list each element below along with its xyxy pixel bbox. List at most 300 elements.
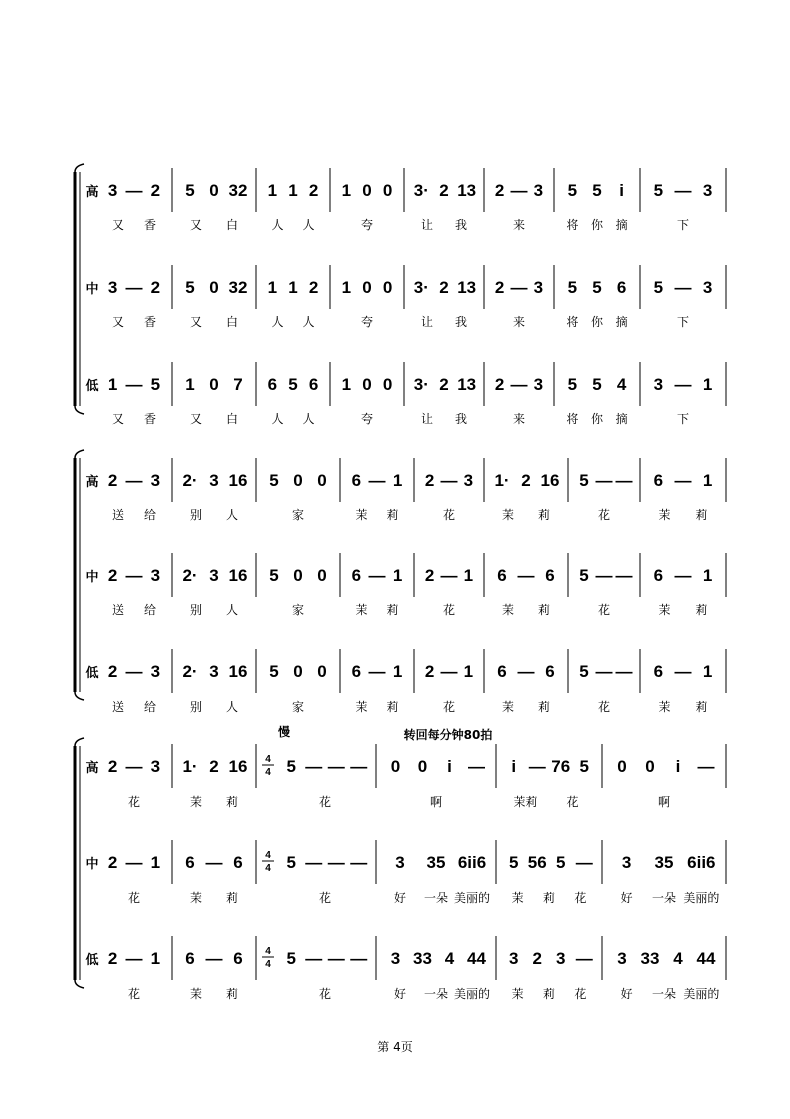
note: 5 bbox=[150, 375, 161, 394]
lyric: 家 bbox=[291, 700, 305, 714]
lyric: 莉 bbox=[386, 700, 399, 714]
note: 3 bbox=[533, 278, 544, 297]
lyric: 你 bbox=[590, 218, 604, 232]
lyric: 下 bbox=[676, 315, 690, 329]
lyric: 茉 bbox=[355, 700, 368, 714]
note: 2 bbox=[107, 757, 118, 776]
note: 3 bbox=[556, 949, 566, 968]
lyric: 茉 bbox=[511, 987, 524, 1001]
lyric: 茉 bbox=[189, 795, 203, 809]
note: 1 bbox=[107, 375, 118, 394]
lyric: 我 bbox=[454, 315, 468, 329]
lyric: 将 bbox=[566, 315, 579, 329]
lyric: 香 bbox=[143, 315, 157, 329]
note: 2 bbox=[150, 278, 161, 297]
note: 5 bbox=[567, 278, 578, 297]
note: — bbox=[350, 949, 368, 968]
note: 5 bbox=[185, 278, 195, 297]
note: — bbox=[350, 757, 368, 776]
note: 2 bbox=[308, 278, 319, 297]
note: 1 bbox=[392, 662, 403, 681]
note: — bbox=[468, 757, 485, 776]
lyric: 茉 bbox=[658, 508, 671, 522]
note: 3 bbox=[150, 566, 161, 585]
note: 7 bbox=[233, 375, 243, 394]
note: 5 bbox=[579, 662, 589, 681]
lyric: 莉 bbox=[542, 987, 556, 1001]
lyric: 一朵 bbox=[651, 987, 677, 1001]
note: 1 bbox=[288, 181, 298, 200]
note: 0 bbox=[209, 181, 219, 200]
bracket-hook-bottom bbox=[75, 406, 84, 414]
lyric: 一朵 bbox=[423, 891, 449, 905]
note: — bbox=[674, 662, 692, 681]
part-label: 中 bbox=[85, 570, 99, 585]
lyric: 摘 bbox=[615, 315, 628, 329]
lyric: 花 bbox=[574, 987, 587, 1001]
time-signature-top: 4 bbox=[265, 754, 271, 765]
lyric: 又 bbox=[111, 315, 125, 329]
note: 5 bbox=[185, 181, 195, 200]
note: 1 bbox=[702, 566, 713, 585]
lyric: 让 bbox=[420, 315, 434, 329]
note: 5 bbox=[286, 949, 296, 968]
note: i bbox=[619, 181, 625, 200]
lyric: 来 bbox=[512, 315, 526, 329]
note: — bbox=[125, 566, 143, 585]
lyric: 将 bbox=[566, 412, 579, 426]
lyric: 花 bbox=[597, 508, 611, 522]
note: 16 bbox=[228, 566, 248, 585]
note: 1 bbox=[150, 853, 161, 872]
note: — bbox=[440, 662, 458, 681]
note: — bbox=[528, 757, 546, 776]
lyric: 夸 bbox=[360, 218, 374, 232]
part-label: 中 bbox=[85, 857, 99, 872]
note: — bbox=[368, 662, 386, 681]
note: 3 bbox=[209, 662, 219, 681]
note: 6 bbox=[233, 949, 243, 968]
note: 6 bbox=[233, 853, 243, 872]
note: 44 bbox=[696, 949, 716, 968]
note: 3 bbox=[617, 949, 627, 968]
note: 56 bbox=[527, 853, 547, 872]
part-label: 低 bbox=[85, 379, 99, 394]
note: 5 bbox=[592, 278, 602, 297]
lyric: 莉 bbox=[386, 603, 399, 617]
note: 0 bbox=[382, 375, 393, 394]
lyric: 又 bbox=[189, 412, 203, 426]
note: — bbox=[125, 471, 143, 490]
note: 1 bbox=[267, 278, 278, 297]
note: — bbox=[674, 278, 692, 297]
note: 5 bbox=[288, 375, 298, 394]
note: 5 bbox=[567, 375, 578, 394]
note: 0 bbox=[362, 278, 372, 297]
note: i bbox=[511, 757, 517, 776]
note: 35 bbox=[654, 853, 674, 872]
note: 0 bbox=[317, 566, 327, 585]
note: 6 bbox=[616, 278, 627, 297]
page-footer: 第 4页 bbox=[377, 1040, 413, 1054]
lyric: 好 bbox=[393, 987, 407, 1001]
note: 3 bbox=[702, 278, 713, 297]
note: — bbox=[305, 757, 323, 776]
part-label: 低 bbox=[85, 666, 99, 681]
note: 32 bbox=[228, 181, 248, 200]
note: — bbox=[368, 566, 386, 585]
score-system-2 bbox=[75, 450, 726, 714]
note: 6 bbox=[497, 662, 507, 681]
lyric: 又 bbox=[189, 218, 203, 232]
lyric: 茉 bbox=[189, 987, 203, 1001]
bracket-hook-top bbox=[75, 450, 84, 458]
note: 3 bbox=[533, 375, 544, 394]
note: 6 bbox=[351, 471, 362, 490]
note: 32 bbox=[228, 278, 248, 297]
note: 1 bbox=[702, 471, 713, 490]
note: — bbox=[125, 949, 143, 968]
note: 2 bbox=[494, 375, 505, 394]
lyric: 白 bbox=[225, 412, 239, 426]
note: 1 bbox=[392, 566, 403, 585]
note: 2 bbox=[107, 471, 118, 490]
lyric: 夸 bbox=[360, 412, 374, 426]
time-signature-bottom: 4 bbox=[265, 767, 271, 778]
lyric: 莉 bbox=[542, 891, 556, 905]
note: — bbox=[125, 853, 143, 872]
note: 3 bbox=[653, 375, 664, 394]
note: — bbox=[327, 949, 345, 968]
note: 2 bbox=[494, 278, 505, 297]
note: — bbox=[615, 566, 633, 585]
lyric: 花 bbox=[318, 987, 332, 1001]
note: 5 bbox=[556, 853, 566, 872]
note: 5 bbox=[286, 853, 296, 872]
note: 6 bbox=[185, 853, 195, 872]
lyric: 送 bbox=[111, 700, 125, 714]
lyric: 人 bbox=[225, 603, 239, 617]
note: 3 bbox=[150, 471, 161, 490]
lyric: 莉 bbox=[386, 508, 399, 522]
note: 0 bbox=[293, 471, 303, 490]
note: 0 bbox=[362, 375, 372, 394]
note: — bbox=[125, 278, 143, 297]
lyric: 一朵 bbox=[423, 987, 449, 1001]
lyric: 美丽的 bbox=[453, 987, 491, 1001]
lyric: 好 bbox=[393, 891, 407, 905]
note: 0 bbox=[382, 278, 393, 297]
note: 2 bbox=[521, 471, 531, 490]
note: — bbox=[305, 853, 323, 872]
note: — bbox=[327, 853, 345, 872]
note: 1 bbox=[150, 949, 161, 968]
bracket-hook-bottom bbox=[75, 692, 84, 700]
note: 0 bbox=[645, 757, 655, 776]
note: 1· bbox=[182, 757, 198, 776]
note: 1· bbox=[494, 471, 510, 490]
lyric: 茉 bbox=[355, 508, 368, 522]
lyric: 美丽的 bbox=[683, 891, 720, 905]
note: 6 bbox=[545, 662, 555, 681]
note: 6ii6 bbox=[457, 853, 487, 872]
note: — bbox=[517, 662, 535, 681]
bracket-hook-bottom bbox=[75, 980, 84, 988]
lyric: 一朵 bbox=[651, 891, 677, 905]
note: 3· bbox=[413, 278, 429, 297]
lyric: 啊 bbox=[429, 795, 443, 809]
note: 4 bbox=[616, 375, 627, 394]
lyric: 茉 bbox=[658, 700, 671, 714]
lyric: 将 bbox=[566, 218, 579, 232]
note: 0 bbox=[209, 278, 219, 297]
part-label: 高 bbox=[85, 185, 99, 200]
lyric: 花 bbox=[566, 795, 579, 809]
lyric: 莉 bbox=[537, 603, 551, 617]
lyric: 你 bbox=[590, 315, 604, 329]
bracket-hook-top bbox=[75, 738, 84, 746]
note: 1 bbox=[463, 566, 474, 585]
note: 2 bbox=[107, 853, 118, 872]
lyric: 花 bbox=[442, 700, 456, 714]
lyric: 下 bbox=[676, 218, 690, 232]
score-system-1 bbox=[75, 164, 726, 426]
lyric: 美丽的 bbox=[453, 891, 491, 905]
lyric: 茉 bbox=[658, 603, 671, 617]
note: 0 bbox=[362, 181, 372, 200]
note: — bbox=[575, 949, 593, 968]
note: — bbox=[697, 757, 715, 776]
note: 2 bbox=[532, 949, 542, 968]
lyric: 莉 bbox=[695, 508, 708, 522]
note: 33 bbox=[413, 949, 432, 968]
note: — bbox=[125, 662, 143, 681]
lyric: 花 bbox=[597, 700, 611, 714]
note: 1 bbox=[702, 662, 713, 681]
note: 3 bbox=[107, 181, 118, 200]
lyric: 来 bbox=[512, 412, 526, 426]
note: 44 bbox=[467, 949, 486, 968]
lyric: 莉 bbox=[695, 700, 708, 714]
lyric: 送 bbox=[111, 508, 125, 522]
lyric: 茉 bbox=[501, 700, 515, 714]
lyric: 花 bbox=[318, 891, 332, 905]
note: 0 bbox=[317, 471, 327, 490]
note: 5 bbox=[269, 566, 279, 585]
note: 3 bbox=[509, 949, 519, 968]
note: — bbox=[674, 471, 692, 490]
note: 3 bbox=[107, 278, 118, 297]
lyric: 好 bbox=[620, 987, 633, 1001]
lyric: 人 bbox=[225, 700, 239, 714]
note: 13 bbox=[457, 375, 477, 394]
note: 6 bbox=[351, 566, 362, 585]
note: 2 bbox=[439, 375, 449, 394]
note: 3 bbox=[150, 757, 161, 776]
note: — bbox=[125, 181, 143, 200]
note: 2 bbox=[424, 662, 435, 681]
note: 3 bbox=[150, 662, 161, 681]
note: 0 bbox=[293, 662, 303, 681]
lyric: 家 bbox=[291, 603, 305, 617]
note: 1 bbox=[288, 278, 298, 297]
note: 16 bbox=[228, 662, 248, 681]
lyric: 下 bbox=[676, 412, 690, 426]
note: — bbox=[510, 278, 528, 297]
time-signature-bottom: 4 bbox=[265, 959, 271, 970]
note: 5 bbox=[567, 181, 578, 200]
note: 3 bbox=[463, 471, 474, 490]
note: 2 bbox=[439, 278, 449, 297]
note: 1 bbox=[463, 662, 474, 681]
note: — bbox=[205, 949, 223, 968]
lyric: 摘 bbox=[615, 412, 628, 426]
note: 33 bbox=[640, 949, 660, 968]
note: 2 bbox=[439, 181, 449, 200]
note: 6 bbox=[653, 471, 664, 490]
tempo-mark-slow: 慢 bbox=[277, 725, 291, 739]
lyric: 莉 bbox=[695, 603, 708, 617]
note: 2 bbox=[424, 471, 435, 490]
lyric: 茉 bbox=[355, 603, 368, 617]
note: 1 bbox=[702, 375, 713, 394]
lyric: 给 bbox=[143, 700, 157, 714]
note: 3 bbox=[702, 181, 713, 200]
lyric: 莉 bbox=[225, 987, 239, 1001]
note: i bbox=[675, 757, 681, 776]
lyric: 人 bbox=[225, 508, 239, 522]
note: 1 bbox=[267, 181, 278, 200]
note: 5 bbox=[286, 757, 296, 776]
note: 5 bbox=[592, 181, 602, 200]
lyric: 又 bbox=[189, 315, 203, 329]
lyric: 人 bbox=[302, 412, 315, 426]
lyric: 摘 bbox=[615, 218, 628, 232]
note: — bbox=[595, 662, 613, 681]
note: 0 bbox=[209, 375, 219, 394]
note: 2· bbox=[182, 471, 198, 490]
note: — bbox=[350, 853, 368, 872]
note: 2 bbox=[107, 566, 118, 585]
lyric: 茉 bbox=[189, 891, 203, 905]
part-label: 高 bbox=[85, 475, 99, 490]
note: 1 bbox=[341, 278, 352, 297]
note: i bbox=[447, 757, 452, 776]
lyric: 人 bbox=[302, 218, 315, 232]
note: 6 bbox=[497, 566, 507, 585]
lyric: 花 bbox=[127, 891, 141, 905]
note: — bbox=[368, 471, 386, 490]
note: 2· bbox=[182, 566, 198, 585]
lyric: 白 bbox=[225, 218, 239, 232]
note: — bbox=[575, 853, 593, 872]
note: — bbox=[595, 566, 613, 585]
lyric: 花 bbox=[127, 795, 141, 809]
lyric: 你 bbox=[590, 412, 604, 426]
lyric: 莉 bbox=[225, 795, 239, 809]
note: — bbox=[125, 757, 143, 776]
lyric: 我 bbox=[454, 412, 468, 426]
lyric: 花 bbox=[574, 891, 587, 905]
note: 0 bbox=[390, 757, 401, 776]
note: 4 bbox=[444, 949, 455, 968]
note: 6 bbox=[545, 566, 555, 585]
note: 5 bbox=[579, 566, 589, 585]
lyric: 人 bbox=[271, 315, 284, 329]
note: 5 bbox=[269, 471, 279, 490]
note: 16 bbox=[540, 471, 560, 490]
note: 76 bbox=[551, 757, 571, 776]
note: 5 bbox=[579, 757, 589, 776]
note: — bbox=[125, 375, 143, 394]
lyric: 茉 bbox=[501, 603, 515, 617]
note: 2· bbox=[182, 662, 198, 681]
note: — bbox=[615, 471, 633, 490]
note: 35 bbox=[426, 853, 446, 872]
note: — bbox=[517, 566, 535, 585]
lyric: 花 bbox=[597, 603, 611, 617]
lyric: 给 bbox=[143, 508, 157, 522]
lyric: 美丽的 bbox=[683, 987, 720, 1001]
lyric: 别 bbox=[189, 603, 203, 617]
note: 5 bbox=[653, 181, 664, 200]
lyric: 茉 bbox=[511, 891, 524, 905]
note: 4 bbox=[673, 949, 683, 968]
note: 16 bbox=[228, 471, 248, 490]
lyric: 夸 bbox=[360, 315, 374, 329]
note: 2 bbox=[494, 181, 505, 200]
note: 6 bbox=[351, 662, 362, 681]
note: 3 bbox=[390, 949, 401, 968]
note: 1 bbox=[392, 471, 403, 490]
note: 1 bbox=[341, 375, 352, 394]
note: 6 bbox=[653, 662, 664, 681]
lyric: 人 bbox=[302, 315, 315, 329]
bracket-hook-top bbox=[75, 164, 84, 172]
part-label: 中 bbox=[85, 282, 99, 297]
lyric: 来 bbox=[512, 218, 526, 232]
note: 2 bbox=[150, 181, 161, 200]
part-label: 低 bbox=[85, 953, 99, 968]
note: — bbox=[674, 566, 692, 585]
note: 6ii6 bbox=[687, 853, 716, 872]
note: 2 bbox=[424, 566, 435, 585]
note: 3 bbox=[209, 471, 219, 490]
note: — bbox=[595, 471, 613, 490]
lyric: 花 bbox=[442, 508, 456, 522]
note: 3 bbox=[533, 181, 544, 200]
lyric: 我 bbox=[454, 218, 468, 232]
note: 0 bbox=[382, 181, 393, 200]
tempo-annotations bbox=[277, 724, 492, 742]
note: — bbox=[205, 853, 223, 872]
note: 5 bbox=[653, 278, 664, 297]
note: 5 bbox=[592, 375, 602, 394]
time-signature-top: 4 bbox=[265, 850, 271, 861]
lyric: 人 bbox=[271, 218, 284, 232]
lyric: 花 bbox=[442, 603, 456, 617]
lyric: 莉 bbox=[537, 700, 551, 714]
note: 0 bbox=[617, 757, 627, 776]
note: — bbox=[305, 949, 323, 968]
note: 1 bbox=[185, 375, 195, 394]
lyric: 让 bbox=[420, 412, 434, 426]
note: 2 bbox=[107, 949, 118, 968]
part-label: 高 bbox=[85, 761, 99, 776]
note: 0 bbox=[293, 566, 303, 585]
note: 3· bbox=[413, 181, 429, 200]
note: 0 bbox=[317, 662, 327, 681]
